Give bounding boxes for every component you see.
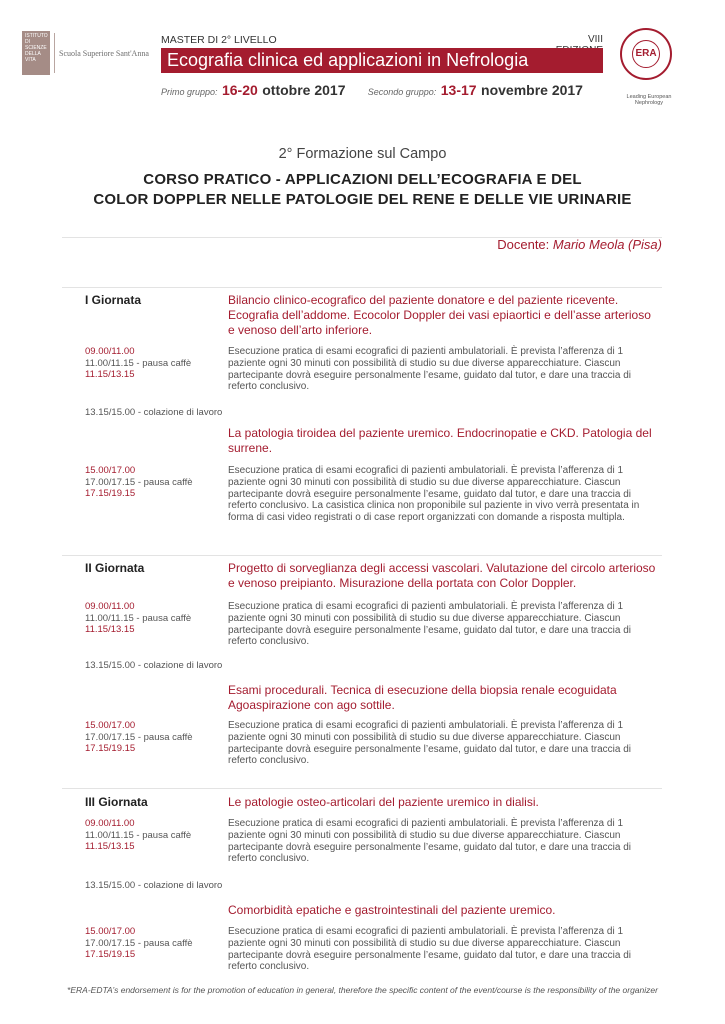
first-group-days: 16-20 bbox=[221, 82, 258, 98]
school-name: Scuola Superiore Sant'Anna bbox=[59, 48, 149, 58]
docente-label: Docente: bbox=[497, 237, 550, 252]
schedule-times bbox=[85, 720, 225, 755]
time-slot: 09.00/11.00 bbox=[85, 818, 135, 829]
day-3-label: III Giornata bbox=[85, 795, 148, 809]
session-description: Esecuzione pratica di esami ecografici di pazienti ambulatoriali. È prevista l’afferenza di 1 paziente ogni 30 minuti con possibilità di studio su due diverse apparecchiature. Ciascun partecipante dovrà eseguire personalmente l’esame, guidato dal tutor, e dare una traccia di referto conclusivo. bbox=[228, 818, 632, 865]
time-break: 11.00/11.15 - pausa caffè bbox=[85, 829, 192, 841]
session-description: Esecuzione pratica di esami ecografici di pazienti ambulatoriali. È prevista l’afferenza di 1 paziente ogni 30 minuti con possibilità di studio su due diverse apparecchiature. Ciascun partecipante dovrà eseguire personalmente l’esame, guidato dal tutor, e dare una traccia di referto conclusivo. bbox=[228, 601, 632, 648]
schedule-times bbox=[85, 346, 225, 381]
second-group-month: novembre 2017 bbox=[481, 82, 583, 98]
time-break: 11.00/11.15 - pausa caffè bbox=[85, 357, 192, 369]
first-group-label: Primo gruppo: bbox=[161, 87, 218, 97]
edition: VIII bbox=[587, 34, 603, 45]
time-slot: 17.15/19.15 bbox=[85, 949, 136, 960]
master-level: MASTER DI 2° LIVELLO bbox=[161, 34, 277, 46]
lunch-break: 13.15/15.00 - colazione di lavoro bbox=[85, 880, 223, 891]
topic: Le patologie osteo-articolari del paziente uremico in dialisi. bbox=[228, 795, 539, 809]
topic: Comorbidità epatiche e gastrointestinali del paziente uremico. bbox=[228, 903, 556, 917]
section-divider bbox=[62, 788, 662, 789]
time-break: 17.00/17.15 - pausa caffè bbox=[85, 731, 193, 743]
group-dates bbox=[161, 82, 603, 100]
lunch-break: 13.15/15.00 - colazione di lavoro bbox=[85, 660, 223, 671]
time-slot: 09.00/11.00 bbox=[85, 601, 135, 612]
second-group-label: Secondo gruppo: bbox=[367, 87, 437, 97]
time-break: 11.00/11.15 - pausa caffè bbox=[85, 612, 192, 624]
time-slot: 17.15/19.15 bbox=[85, 743, 136, 754]
section-divider bbox=[62, 287, 662, 288]
time-slot: 15.00/17.00 bbox=[85, 465, 136, 476]
time-break: 17.00/17.15 - pausa caffè bbox=[85, 937, 193, 949]
footnote: *ERA-EDTA’s endorsement is for the promotion of education in general, therefore the specific content of the event/course is the responsibility of the organizer bbox=[67, 985, 658, 995]
subtitle: 2° Formazione sul Campo bbox=[278, 146, 447, 162]
section-divider bbox=[62, 555, 662, 556]
schedule-times bbox=[85, 926, 225, 961]
institute-logo-box: ISTITUTO DI SCIENZE DELLA VITA bbox=[22, 31, 50, 75]
topic: Esami procedurali. Tecnica di esecuzione della biopsia renale ecoguidata Agoaspirazione con ago sottile. bbox=[228, 683, 617, 712]
lunch-break: 13.15/15.00 - colazione di lavoro bbox=[85, 407, 223, 418]
session-description: Esecuzione pratica di esami ecografici di pazienti ambulatoriali. È prevista l’afferenza di 1 paziente ogni 30 minuti con possibilità di studio su due diverse apparecchiature. Ciascun partecipante dovrà eseguire personalmente l’esame, guidato dal tutor, e dare una traccia di referto conclusivo. La casistica clinica non proponibile sul paziente in vivo verrà presentata in forma di casi video registrati o di case report organizzati con domande a risposta multipla. bbox=[228, 465, 640, 524]
session-description: Esecuzione pratica di esami ecografici di pazienti ambulatoriali. È prevista l’afferenza di 1 paziente ogni 30 minuti con possibilità di studio su due diverse apparecchiature. Ciascun partecipante dovrà eseguire personalmente l’esame, guidato dal tutor, e dare una traccia di referto conclusivo. bbox=[228, 926, 632, 973]
topic: Progetto di sorveglianza degli accessi vascolari. Valutazione del circolo arterioso e venoso preipianto. Misurazione della portata con Color Doppler. bbox=[228, 561, 656, 590]
time-slot: 11.15/13.15 bbox=[85, 369, 135, 380]
time-break: 17.00/17.15 - pausa caffè bbox=[85, 476, 193, 488]
schedule-times bbox=[85, 818, 225, 853]
docente-name: Mario Meola (Pisa) bbox=[552, 237, 662, 252]
era-logo-text: ERA bbox=[632, 40, 660, 68]
course-title-line2: COLOR DOPPLER NELLE PATOLOGIE DEL RENE E DELLE VIE URINARIE bbox=[93, 191, 632, 208]
time-slot: 17.15/19.15 bbox=[85, 488, 136, 499]
era-edta-logo bbox=[620, 28, 672, 80]
course-banner: Ecografia clinica ed applicazioni in Nefrologia bbox=[161, 48, 603, 73]
second-group-days: 13-17 bbox=[440, 82, 477, 98]
era-tagline: Leading European Nephrology bbox=[626, 94, 672, 106]
time-slot: 09.00/11.00 bbox=[85, 346, 135, 357]
time-slot: 11.15/13.15 bbox=[85, 624, 135, 635]
time-slot: 15.00/17.00 bbox=[85, 720, 136, 731]
topic: Bilancio clinico-ecografico del paziente donatore e del paziente ricevente. Ecografia dell’addome. Ecocolor Doppler dei vasi epiaortici e dell’asse arterioso e venoso dell’arto inferiore. bbox=[228, 293, 651, 337]
day-2-label: II Giornata bbox=[85, 561, 145, 575]
first-group-month: ottobre 2017 bbox=[262, 82, 346, 98]
time-slot: 15.00/17.00 bbox=[85, 926, 136, 937]
day-1-label: I Giornata bbox=[85, 293, 142, 307]
schedule-times bbox=[85, 465, 225, 500]
session-description: Esecuzione pratica di esami ecografici di pazienti ambulatoriali. È prevista l’afferenza di 1 paziente ogni 30 minuti con possibilità di studio su due diverse apparecchiature. Ciascun partecipante dovrà eseguire personalmente l’esame, guidato dal tutor, e dare una traccia di referto conclusivo. bbox=[228, 346, 632, 393]
topic: La patologia tiroidea del paziente uremico. Endocrinopatie e CKD. Patologia del surrene. bbox=[228, 426, 652, 455]
time-slot: 11.15/13.15 bbox=[85, 841, 135, 852]
docente bbox=[420, 237, 662, 252]
schedule-times bbox=[85, 601, 225, 636]
course-title bbox=[0, 170, 725, 210]
institute-logo bbox=[22, 28, 154, 78]
course-title-line1: CORSO PRATICO - APPLICAZIONI DELL’ECOGRAFIA E DEL bbox=[143, 171, 582, 188]
session-description: Esecuzione pratica di esami ecografici di pazienti ambulatoriali. È prevista l’afferenza di 1 paziente ogni 30 minuti con possibilità di studio su due diverse apparecchiature. Ciascun partecipante dovrà eseguire personalmente l’esame, guidato dal tutor, e dare una traccia di referto conclusivo. bbox=[228, 720, 632, 767]
logo-divider bbox=[54, 33, 55, 73]
